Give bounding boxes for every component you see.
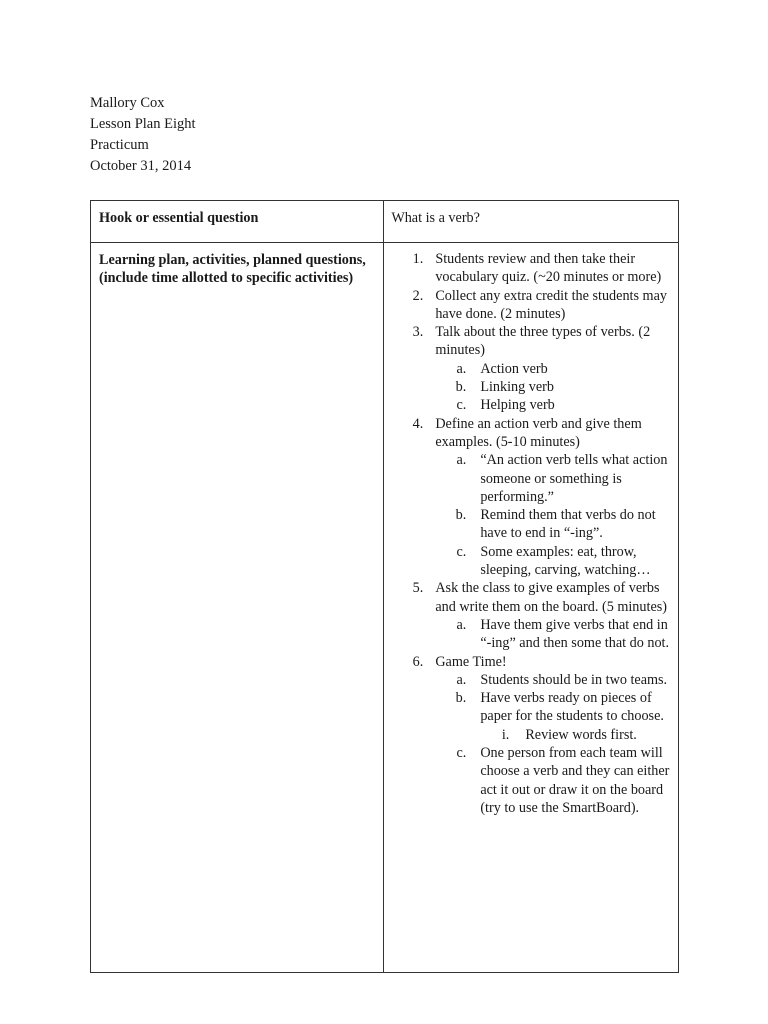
list-marker: 6. [412, 653, 424, 670]
list-item-text: Students should be in two teams. [480, 671, 668, 688]
list-item [384, 250, 674, 287]
list-item [384, 323, 674, 360]
table-row-hook [91, 201, 679, 243]
list-item-text: Talk about the three types of verbs. (2 minutes) [435, 324, 651, 359]
list-item-text: Helping verb [480, 397, 555, 414]
list-item-text: Game Time! [435, 653, 507, 670]
lesson-plan-table [90, 200, 679, 973]
list-marker: c. [456, 543, 467, 560]
hook-value-cell: What is a verb? [384, 201, 679, 243]
list-marker: a. [456, 616, 467, 633]
list-item [384, 653, 674, 671]
course-name: Practicum [90, 137, 149, 153]
plan-value-cell [384, 243, 679, 973]
plan-list [384, 250, 674, 817]
list-marker: 5. [412, 580, 424, 597]
list-marker: 2. [412, 287, 424, 304]
list-marker: 3. [412, 324, 424, 341]
list-item [384, 726, 674, 744]
list-marker: a. [456, 360, 467, 377]
list-item [384, 579, 674, 616]
list-item-text: One person from each team will choose a verb and they can either act it out or draw it on the board (try to use the SmartBoard). [480, 745, 670, 816]
list-item-text: Some examples: eat, throw, sleeping, carving, watching… [480, 543, 651, 579]
list-item [384, 287, 674, 324]
document-date: October 31, 2014 [90, 158, 192, 174]
list-marker: b. [455, 507, 467, 524]
list-item [384, 360, 674, 378]
list-marker: b. [455, 379, 467, 396]
author-name: Mallory Cox [90, 95, 165, 111]
list-item [384, 506, 674, 543]
list-item-text: Review words first. [525, 726, 637, 743]
list-item [384, 543, 674, 580]
list-item [384, 415, 674, 452]
list-item-text: Ask the class to give examples of verbs and write them on the board. (5 minutes) [435, 580, 667, 615]
list-item [384, 378, 674, 396]
list-item [384, 616, 674, 653]
list-marker: i. [501, 726, 510, 743]
list-item-text: “An action verb tells what action someone or something is performing.” [480, 452, 668, 505]
lesson-title: Lesson Plan Eight [90, 116, 196, 132]
list-item [384, 671, 674, 689]
hook-label-cell: Hook or essential question [91, 201, 384, 243]
list-item-text: Define an action verb and give them examples. (5-10 minutes) [435, 415, 642, 450]
list-item-text: Students review and then take their vocabulary quiz. (~20 minutes or more) [435, 251, 662, 286]
list-item [384, 451, 674, 506]
list-item-text: Collect any extra credit the students may have done. (2 minutes) [435, 287, 667, 322]
plan-label-cell: Learning plan, activities, planned questions, (include time allotted to specific activities) [91, 243, 384, 973]
list-marker: c. [456, 745, 467, 762]
list-marker: a. [456, 452, 467, 469]
list-item-text: Action verb [480, 360, 548, 377]
list-item [384, 689, 674, 726]
list-item-text: Remind them that verbs do not have to end in “-ing”. [480, 507, 656, 542]
list-marker: 4. [412, 415, 424, 432]
list-item [384, 744, 674, 817]
list-marker: b. [455, 690, 467, 707]
list-item-text: Have verbs ready on pieces of paper for the students to choose. [480, 690, 664, 725]
list-marker: c. [456, 397, 467, 414]
list-marker: 1. [412, 251, 424, 267]
list-marker: a. [456, 671, 467, 688]
document-header [90, 93, 196, 177]
list-item [384, 396, 674, 414]
list-item-text: Linking verb [480, 379, 554, 396]
list-item-text: Have them give verbs that end in “-ing” and then some that do not. [480, 616, 670, 652]
table-row-plan [91, 243, 679, 973]
